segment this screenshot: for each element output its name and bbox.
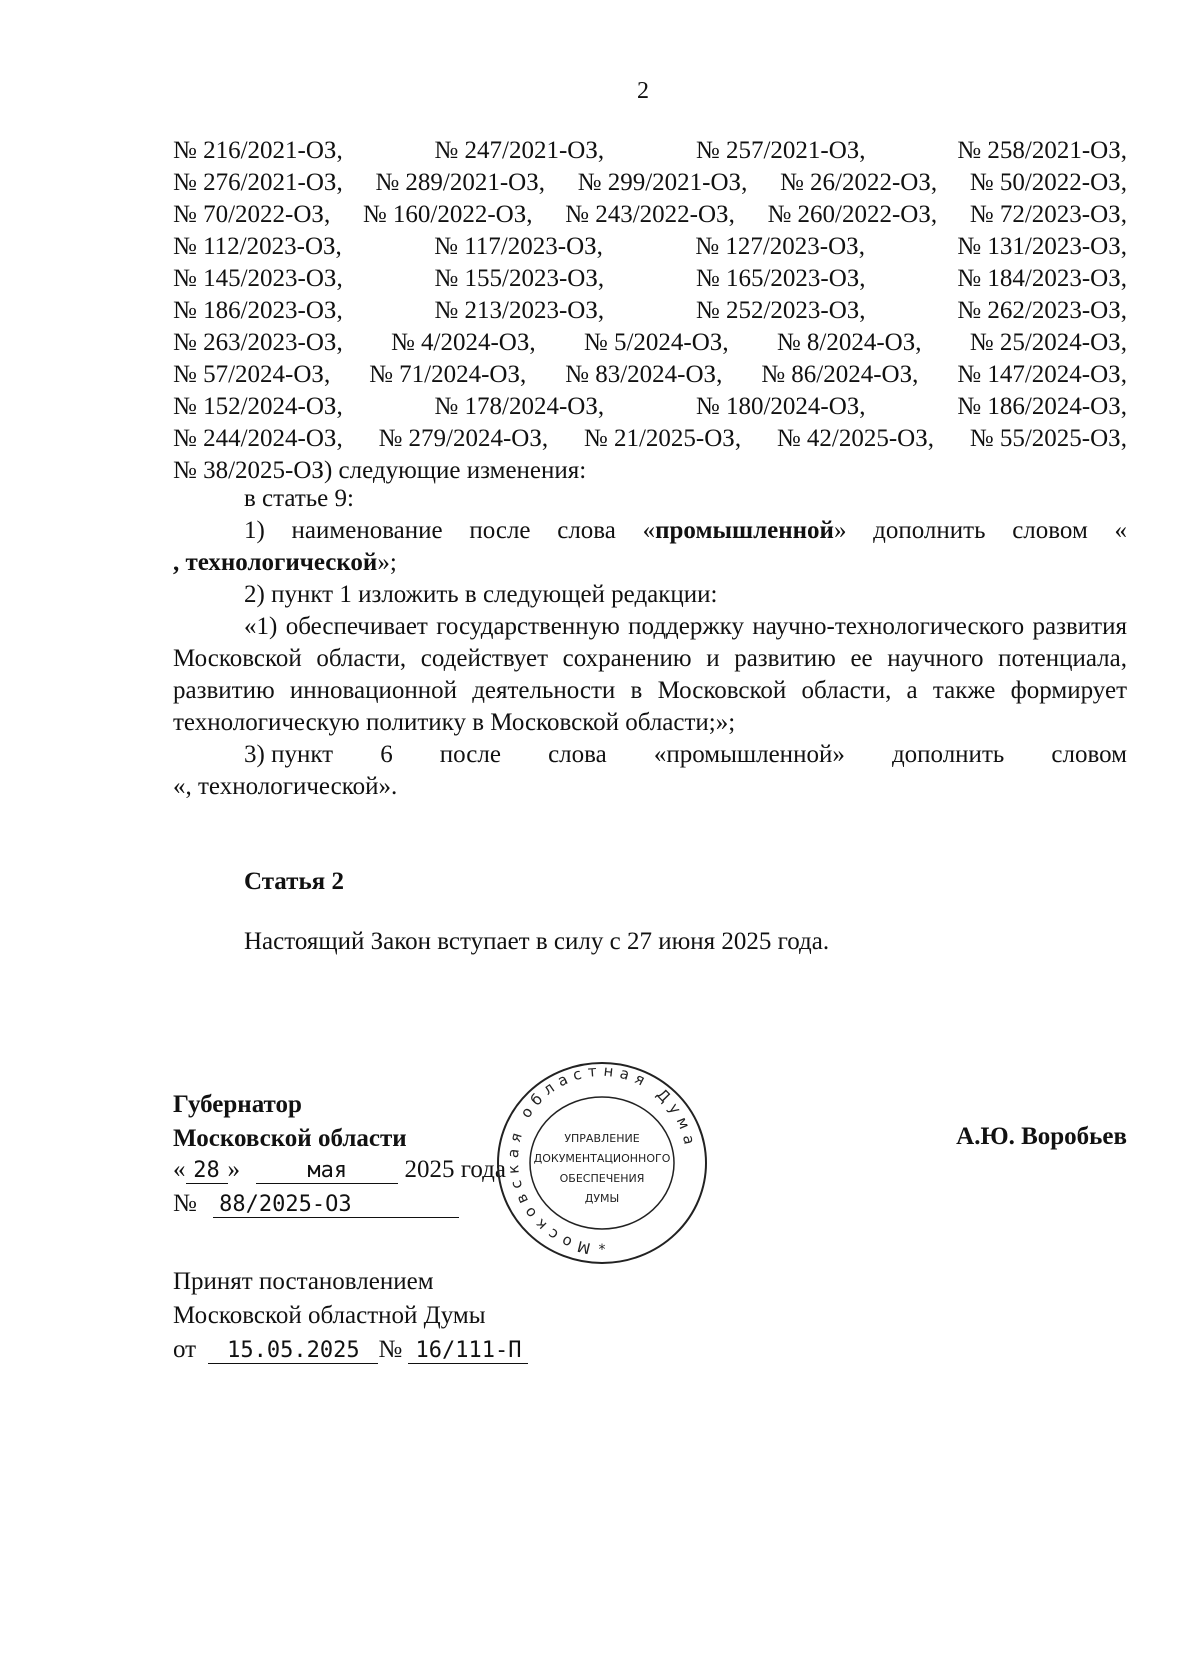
reference-item: № 243/2022-ОЗ,	[565, 201, 735, 228]
signing-date	[173, 1153, 506, 1187]
item3-word: после	[439, 741, 501, 768]
reference-item: № 180/2024-ОЗ,	[695, 393, 866, 420]
official-stamp	[493, 1058, 711, 1268]
reference-item: № 145/2023-ОЗ,	[173, 265, 343, 292]
governor-title-line2: Московской области	[173, 1125, 407, 1152]
reference-item: № 57/2024-ОЗ,	[173, 361, 331, 388]
reference-item: № 178/2024-ОЗ,	[434, 393, 605, 420]
amendment-item-2: 2) пункт 1 изложить в следующей редакции:	[244, 581, 718, 608]
article-2-text: Настоящий Закон вступает в силу с 27 июня 2025 года.	[244, 928, 830, 955]
reference-item: № 155/2023-ОЗ,	[434, 265, 605, 292]
item1-mid: » дополнить словом «	[833, 517, 1127, 544]
item1-start: 1) наименование после слова «	[244, 517, 656, 544]
stamp-star-icon: *	[598, 1242, 606, 1258]
date-open-quote: «	[173, 1156, 186, 1183]
reference-item: № 289/2021-ОЗ,	[375, 169, 546, 196]
governor-title	[173, 1088, 407, 1156]
reference-item: № 299/2021-ОЗ,	[577, 169, 748, 196]
stamp-line-4: ДУМЫ	[584, 1192, 620, 1205]
reference-line	[173, 199, 1127, 231]
reference-item: № 276/2021-ОЗ,	[173, 169, 343, 196]
adoption-number-label: №	[378, 1336, 403, 1363]
adoption-number: 16/111-П	[408, 1339, 528, 1364]
item3-word: дополнить	[891, 741, 1005, 768]
stamp-line-3: ОБЕСПЕЧЕНИЯ	[559, 1172, 645, 1185]
reference-line	[173, 167, 1127, 199]
reference-item: № 213/2023-ОЗ,	[434, 297, 605, 324]
adoption-date: 15.05.2025	[208, 1339, 378, 1364]
reference-item: № 152/2024-ОЗ,	[173, 393, 343, 420]
reference-item: № 127/2023-ОЗ,	[695, 233, 865, 260]
date-day: 28	[186, 1159, 228, 1184]
amendment-item-3	[244, 739, 1127, 771]
reference-item: № 258/2021-ОЗ,	[957, 137, 1127, 164]
law-number-value: 88/2025-ОЗ	[213, 1193, 459, 1218]
reference-item: № 244/2024-ОЗ,	[173, 425, 343, 452]
reference-item: № 252/2023-ОЗ,	[695, 297, 866, 324]
reference-line	[173, 263, 1127, 295]
reference-item: № 160/2022-ОЗ,	[362, 201, 533, 228]
reference-item: № 21/2025-ОЗ,	[583, 425, 742, 452]
reference-line	[173, 327, 1127, 359]
article-2-heading: Статья 2	[244, 868, 344, 895]
reference-item: № 165/2023-ОЗ,	[695, 265, 866, 292]
reference-item: № 186/2023-ОЗ,	[173, 297, 343, 324]
reference-item: № 72/2023-ОЗ,	[969, 201, 1127, 228]
reference-item: № 71/2024-ОЗ,	[369, 361, 527, 388]
reference-item: № 131/2023-ОЗ,	[957, 233, 1127, 260]
reference-item: № 216/2021-ОЗ,	[173, 137, 343, 164]
reference-item: № 5/2024-ОЗ,	[583, 329, 729, 356]
reference-item: № 86/2024-ОЗ,	[761, 361, 919, 388]
reference-item: № 260/2022-ОЗ,	[767, 201, 938, 228]
adoption-info	[173, 1265, 528, 1367]
reference-item: № 4/2024-ОЗ,	[390, 329, 536, 356]
date-month: мая	[256, 1159, 398, 1184]
reference-line	[173, 295, 1127, 327]
stamp-line-2: ДОКУМЕНТАЦИОННОГО	[533, 1152, 671, 1165]
governor-name: А.Ю. Воробьев	[956, 1123, 1127, 1150]
item3-word: слова	[548, 741, 607, 768]
reference-item: № 279/2024-ОЗ,	[378, 425, 549, 452]
amendment-item-1-end	[173, 547, 1127, 579]
reference-line	[173, 359, 1127, 391]
reference-item: № 50/2022-ОЗ,	[969, 169, 1127, 196]
page-number: 2	[637, 78, 649, 104]
quote-text: «1) обеспечивает государственную поддержку научно-технологического развития Московской области, содействует сохранению и развитию ее научного потенциала, развитию инновационной деятельности в Московской области, а также формирует технологическую политику в Московской области;»;	[173, 613, 1127, 736]
reference-item: № 8/2024-ОЗ,	[776, 329, 922, 356]
amendment-item-2-quote	[173, 611, 1127, 739]
amendments-intro: в статье 9:	[244, 485, 354, 512]
amendment-item-3-end: «, технологической».	[173, 773, 398, 800]
reference-item: № 26/2022-ОЗ,	[779, 169, 938, 196]
adoption-line2: Московской областной Думы	[173, 1302, 486, 1329]
item1-end: »;	[377, 549, 397, 576]
reference-line	[173, 135, 1127, 167]
stamp-ring-text: Московская областная Дума	[503, 1061, 700, 1258]
reference-item: № 263/2023-ОЗ,	[173, 329, 343, 356]
item3-word: «промышленной»	[653, 741, 845, 768]
item3-word: словом	[1051, 741, 1127, 768]
reference-item: № 83/2024-ОЗ,	[565, 361, 723, 388]
reference-line	[173, 231, 1127, 263]
reference-item: № 25/2024-ОЗ,	[969, 329, 1127, 356]
date-close-quote: »	[227, 1156, 240, 1183]
law-references	[173, 135, 1127, 487]
adoption-line1: Принят постановлением	[173, 1268, 434, 1295]
stamp-line-1: УПРАВЛЕНИЕ	[564, 1132, 640, 1145]
reference-item: № 117/2023-ОЗ,	[434, 233, 603, 260]
reference-line	[173, 423, 1127, 455]
item1-bold-addition: , технологической	[173, 549, 378, 576]
reference-line	[173, 391, 1127, 423]
adoption-from-label: от	[173, 1336, 197, 1363]
item1-bold-word: промышленной	[655, 517, 834, 544]
reference-item: № 247/2021-ОЗ,	[434, 137, 605, 164]
item3-word: 3) пункт	[244, 741, 334, 768]
governor-title-line1: Губернатор	[173, 1091, 302, 1118]
reference-item: № 55/2025-ОЗ,	[969, 425, 1127, 452]
reference-item: № 186/2024-ОЗ,	[957, 393, 1127, 420]
date-year: 2025 года	[404, 1156, 506, 1183]
law-number	[173, 1187, 459, 1221]
reference-item: № 112/2023-ОЗ,	[173, 233, 342, 260]
law-number-label: №	[173, 1190, 197, 1217]
reference-item: № 70/2022-ОЗ,	[173, 201, 331, 228]
reference-item: № 147/2024-ОЗ,	[957, 361, 1127, 388]
reference-item: № 257/2021-ОЗ,	[695, 137, 866, 164]
reference-item: № 42/2025-ОЗ,	[776, 425, 935, 452]
amendment-item-1	[173, 515, 1127, 547]
reference-item: № 262/2023-ОЗ,	[957, 297, 1127, 324]
adoption-line3	[173, 1333, 528, 1367]
item3-word: 6	[380, 741, 393, 768]
reference-last-line: № 38/2025-ОЗ) следующие изменения:	[173, 457, 587, 484]
reference-item: № 184/2023-ОЗ,	[957, 265, 1127, 292]
